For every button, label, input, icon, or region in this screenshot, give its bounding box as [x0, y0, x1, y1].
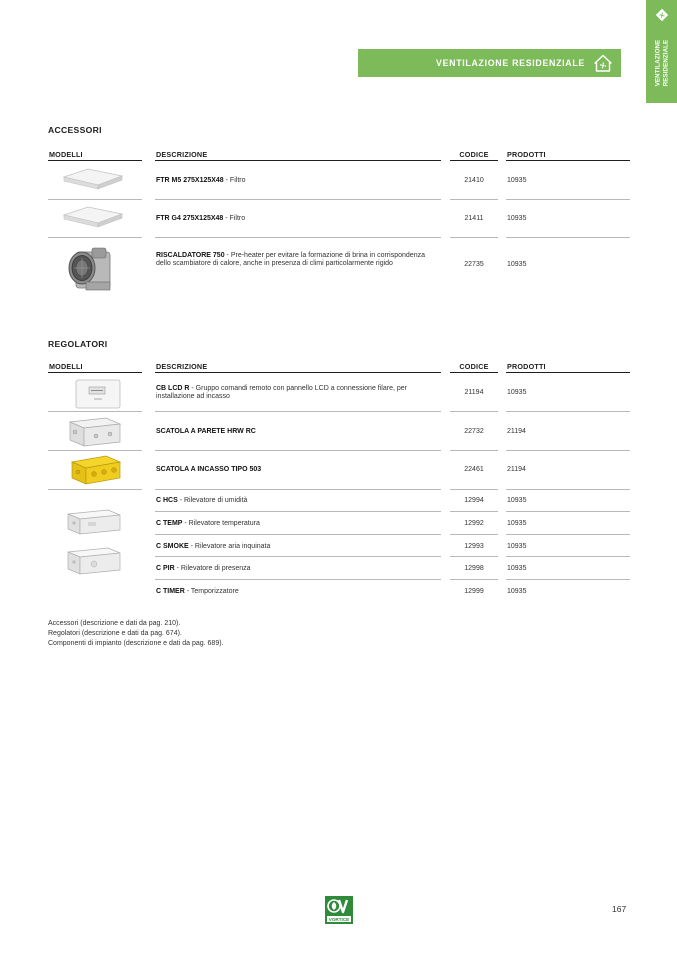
flush-box-image	[68, 452, 124, 486]
logo-text: VORTICE	[328, 917, 350, 922]
regolatori-row-1-code: 21194	[464, 389, 484, 396]
header-rule	[48, 372, 142, 373]
row-rule	[155, 411, 441, 412]
row-rule	[450, 199, 498, 200]
row-rule	[506, 511, 630, 512]
row-rule	[48, 450, 142, 451]
col-header-prodotti: PRODOTTI	[507, 150, 546, 159]
row-rule	[450, 556, 498, 557]
regolatori-row-5-desc: C TEMP - Rilevatore temperatura	[156, 520, 260, 527]
row-rule	[450, 411, 498, 412]
sensor-image	[64, 506, 124, 538]
regolatori-row-2-prod: 21194	[507, 428, 526, 435]
row-rule	[155, 237, 441, 238]
header-rule	[450, 160, 498, 161]
regolatori-row-1-prod: 10935	[507, 389, 527, 396]
regolatori-row-6-code: 12993	[464, 543, 484, 550]
regolatori-row-7-code: 12998	[464, 565, 484, 572]
accessori-row-1-code: 21410	[464, 177, 484, 184]
side-tab-label: VENTILAZIONE RESIDENZIALE	[654, 39, 669, 87]
row-rule	[506, 199, 630, 200]
accessori-row-3-code: 22735	[464, 261, 484, 268]
row-rule	[450, 511, 498, 512]
row-rule	[48, 237, 142, 238]
row-rule	[450, 579, 498, 580]
col-header-descrizione: DESCRIZIONE	[156, 150, 208, 159]
header-rule	[450, 372, 498, 373]
regolatori-row-3-desc: SCATOLA A INCASSO TIPO 503	[156, 466, 262, 473]
regolatori-row-3-code: 22461	[464, 466, 484, 473]
regolatori-row-8-desc: C TIMER - Temporizzatore	[156, 588, 239, 595]
col-header-modelli: MODELLI	[49, 150, 83, 159]
accessori-row-1-desc: FTR M5 275X125X48 - Filtro	[156, 177, 246, 184]
header-rule	[48, 160, 142, 161]
filter-image	[62, 166, 124, 192]
row-rule	[155, 450, 441, 451]
regolatori-title: REGOLATORI	[48, 339, 108, 349]
vortice-logo	[325, 896, 353, 924]
regolatori-row-5-prod: 10935	[507, 520, 527, 527]
accessori-row-2-code: 21411	[464, 215, 484, 222]
regolatori-row-1-desc: CB LCD R - Gruppo comandi remoto con pannello LCD a connessione filare, per installazione ad incasso	[156, 385, 407, 400]
banner-title: VENTILAZIONE RESIDENZIALE	[436, 58, 585, 68]
filter-image	[62, 204, 124, 230]
section-banner	[358, 49, 621, 77]
lcd-control-image	[74, 378, 122, 410]
regolatori-row-7-prod: 10935	[507, 565, 527, 572]
row-rule	[506, 579, 630, 580]
header-rule	[506, 372, 630, 373]
section-side-tab	[646, 0, 677, 103]
house-fan-icon	[593, 53, 613, 73]
row-rule	[48, 489, 142, 490]
col-header-descrizione: DESCRIZIONE	[156, 362, 208, 371]
row-rule	[155, 489, 441, 490]
row-rule	[155, 579, 441, 580]
regolatori-row-6-desc: C SMOKE - Rilevatore aria inquinata	[156, 543, 271, 550]
regolatori-row-2-desc: SCATOLA A PARETE HRW RC	[156, 428, 256, 435]
regolatori-row-8-code: 12999	[464, 588, 484, 595]
row-rule	[48, 411, 142, 412]
accessori-row-2-prod: 10935	[507, 215, 527, 222]
reference-notes	[48, 619, 224, 649]
heater-image	[66, 244, 114, 294]
regolatori-row-6-prod: 10935	[507, 543, 527, 550]
row-rule	[506, 556, 630, 557]
regolatori-row-4-prod: 10935	[507, 497, 527, 504]
note-line: Accessori (descrizione e dati da pag. 210).	[48, 620, 181, 627]
accessori-title: ACCESSORI	[48, 125, 102, 135]
col-header-codice: CODICE	[459, 150, 489, 159]
regolatori-row-8-prod: 10935	[507, 588, 527, 595]
regolatori-row-7-desc: C PIR - Rilevatore di presenza	[156, 565, 251, 572]
row-rule	[506, 237, 630, 238]
row-rule	[506, 450, 630, 451]
house-fan-icon	[655, 8, 669, 22]
header-rule	[155, 160, 441, 161]
sensor-image	[64, 544, 124, 578]
regolatori-row-2-code: 22732	[464, 428, 484, 435]
row-rule	[155, 556, 441, 557]
regolatori-row-4-desc: C HCS - Rilevatore di umidità	[156, 497, 248, 504]
note-line: Regolatori (descrizione e dati da pag. 674).	[48, 630, 182, 637]
header-rule	[155, 372, 441, 373]
row-rule	[506, 489, 630, 490]
row-rule	[506, 411, 630, 412]
wall-box-image	[66, 414, 124, 448]
accessori-row-2-desc: FTR G4 275X125X48 - Filtro	[156, 215, 246, 222]
col-header-codice: CODICE	[459, 362, 489, 371]
page-number: 167	[612, 904, 627, 914]
row-rule	[450, 450, 498, 451]
accessori-row-3-prod: 10935	[507, 261, 527, 268]
accessori-row-1-prod: 10935	[507, 177, 527, 184]
note-line: Componenti di impianto (descrizione e dati da pag. 689).	[48, 640, 224, 647]
row-rule	[155, 534, 441, 535]
row-rule	[155, 199, 441, 200]
row-rule	[506, 534, 630, 535]
row-rule	[450, 237, 498, 238]
row-rule	[48, 199, 142, 200]
row-rule	[450, 489, 498, 490]
accessori-row-3-desc: RISCALDATORE 750 - Pre-heater per evitare la formazione di brina in corrispondenza dello scambiatore di calore, anche in presenza di climi particolarmente rigido	[156, 252, 425, 267]
header-rule	[506, 160, 630, 161]
col-header-modelli: MODELLI	[49, 362, 83, 371]
row-rule	[155, 511, 441, 512]
regolatori-row-5-code: 12992	[464, 520, 484, 527]
regolatori-row-3-prod: 21194	[507, 466, 526, 473]
col-header-prodotti: PRODOTTI	[507, 362, 546, 371]
regolatori-row-4-code: 12994	[464, 497, 484, 504]
row-rule	[450, 534, 498, 535]
